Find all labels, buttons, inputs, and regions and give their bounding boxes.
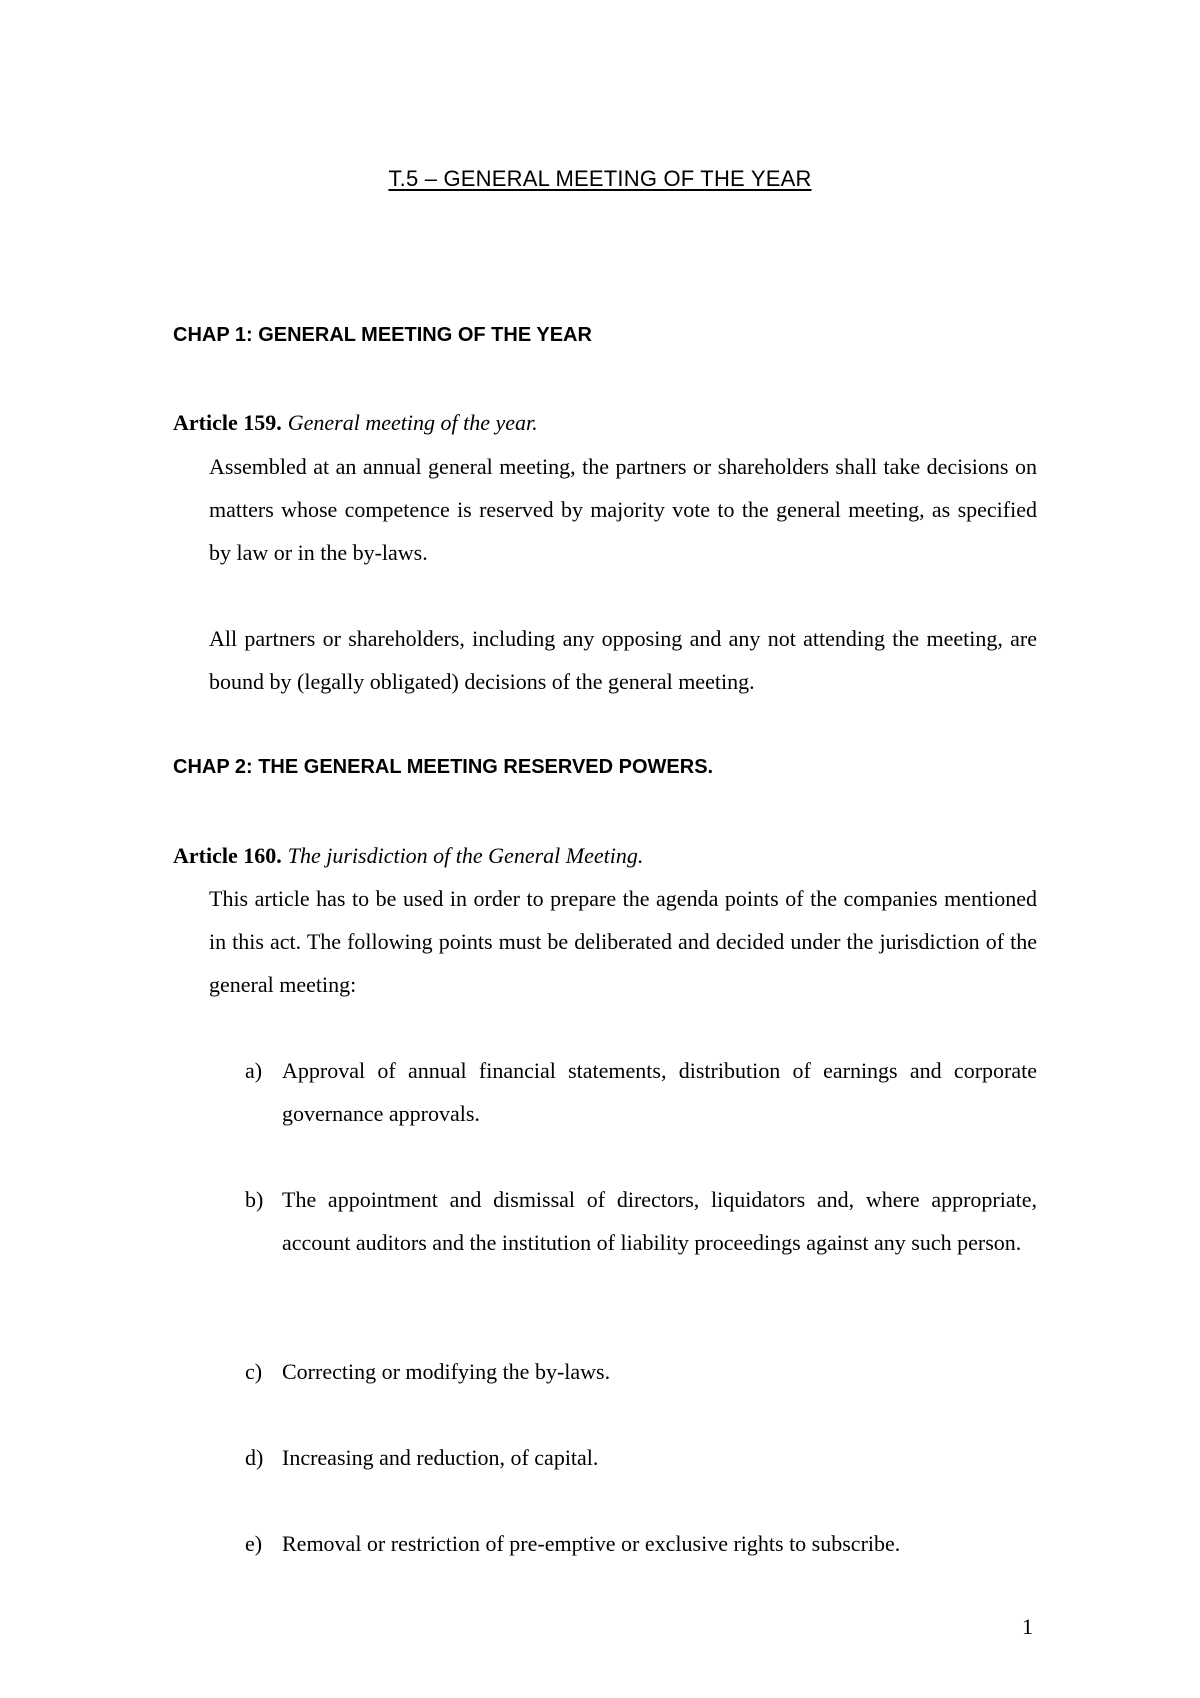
list-item-marker: e) <box>245 1531 263 1556</box>
document-title: T.5 – GENERAL MEETING OF THE YEAR <box>388 166 812 191</box>
list-item <box>245 1049 1037 1135</box>
list-item-marker: d) <box>245 1445 264 1470</box>
list-item-text: Correcting or modifying the by-laws. <box>282 1359 611 1384</box>
list-item-marker: c) <box>245 1359 263 1384</box>
list-item <box>245 1522 1037 1565</box>
article-159-paragraph-1: Assembled at an annual general meeting, the partners or shareholders shall take decisions on matters whose competence is reserved by majority vote to the general meeting, as specified by law or in the by-laws. <box>209 454 1037 565</box>
article-160-number: Article 160. <box>173 843 282 868</box>
list-item-text: Removal or restriction of pre-emptive or exclusive rights to subscribe. <box>282 1531 901 1556</box>
article-160-subtitle: The jurisdiction of the General Meeting. <box>287 843 644 868</box>
chapter-2-heading: CHAP 2: THE GENERAL MEETING RESERVED POWERS. <box>173 756 714 778</box>
chapter-1-heading: CHAP 1: GENERAL MEETING OF THE YEAR <box>173 324 592 346</box>
list-item-marker: b) <box>245 1187 264 1212</box>
list-item <box>245 1178 1037 1264</box>
article-160-intro: This article has to be used in order to prepare the agenda points of the companies mentioned in this act. The following points must be deliberated and decided under the jurisdiction of the general meeting: <box>209 886 1037 997</box>
article-159-subtitle: General meeting of the year. <box>287 410 538 435</box>
page-number: 1 <box>1022 1614 1033 1639</box>
article-159-number: Article 159. <box>173 410 282 435</box>
article-159-paragraph-2: All partners or shareholders, including any opposing and any not attending the meeting, are bound by (legally obligated) decisions of the general meeting. <box>209 626 1037 694</box>
list-item-marker: a) <box>245 1058 263 1083</box>
list-item-text: Approval of annual financial statements, distribution of earnings and corporate governance approvals. <box>282 1058 1037 1126</box>
list-item <box>245 1436 1037 1479</box>
list-item <box>245 1350 1037 1393</box>
list-item-text: Increasing and reduction, of capital. <box>282 1445 599 1470</box>
article-160-heading <box>173 843 643 869</box>
article-159-heading <box>173 410 538 436</box>
list-item-text: The appointment and dismissal of directors, liquidators and, where appropriate, account auditors and the institution of liability proceedings against any such person. <box>282 1187 1037 1255</box>
